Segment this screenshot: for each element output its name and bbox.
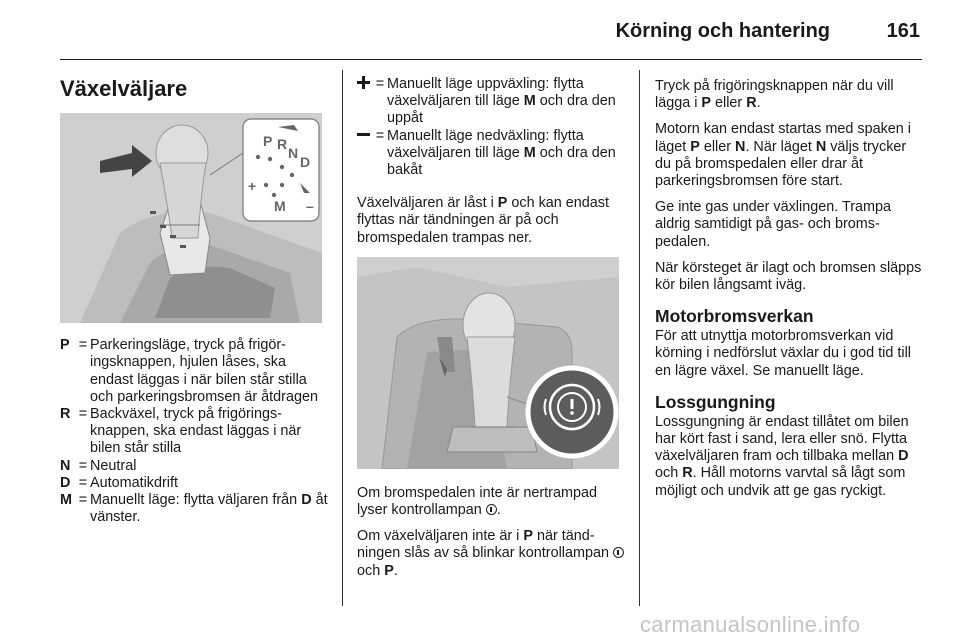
selector-label-r: R xyxy=(277,136,288,153)
position-term: M xyxy=(60,492,72,509)
plus-icon xyxy=(357,76,373,128)
text: och xyxy=(357,562,385,579)
engine-braking-paragraph: För att utnyttja motorbromsverkan vid körning i nedförslut växlar du i god tid till en lägre växel. Se manuellt läge. xyxy=(655,328,911,379)
shift-desc xyxy=(387,76,625,128)
text: och kan endast flyttas när tändningen är på och bromspedalen trampas ner. xyxy=(357,195,609,246)
bold-text: P xyxy=(690,138,700,155)
shift-desc xyxy=(387,128,625,180)
position-eq: = xyxy=(78,492,88,509)
desc-text: och dra den uppåt xyxy=(387,93,616,127)
position-desc: Neutral xyxy=(90,457,137,474)
text: . xyxy=(756,95,761,112)
gear-positions-list xyxy=(60,337,328,526)
text: Lossgungning är endast tillåtet om bilen har kört fast i sand, lera eller snö. Flytta växelväljaren fram och tillbaka mellan xyxy=(655,413,909,465)
column-divider-2 xyxy=(639,70,640,606)
creep-paragraph: När körsteget är ilagt och bromsen släpps kör bilen långsamt iväg. xyxy=(655,259,922,294)
text: Tryck på frigöringsknappen när du vill lägga i xyxy=(655,78,894,112)
rocking-heading: Lossgungning xyxy=(655,391,776,412)
gear-selector-illustration xyxy=(60,113,322,323)
text: Växelväljaren är låst i xyxy=(357,195,498,212)
gear-position-row-n xyxy=(60,458,328,475)
text: Om växelväljaren inte är i xyxy=(357,528,524,545)
bold-text: P xyxy=(384,562,394,579)
position-eq: = xyxy=(78,474,88,491)
position-desc xyxy=(90,492,328,526)
bold-text: P xyxy=(497,195,508,212)
selector-label-p: P xyxy=(263,133,273,150)
gear-position-row-m xyxy=(60,492,328,526)
position-term: N xyxy=(60,457,71,474)
text: . Håll motorns varvtal så lågt som möjligt och undvik att ge gas ryckigt. xyxy=(655,465,906,499)
text: . xyxy=(393,562,398,579)
release-button-paragraph xyxy=(655,78,923,112)
page-header xyxy=(60,18,922,48)
text: eller xyxy=(699,138,736,155)
shift-eq: = xyxy=(375,76,385,92)
position-desc: Automatikdrift xyxy=(90,474,178,491)
shift-mode-row-down xyxy=(357,128,625,180)
text: och xyxy=(655,465,683,482)
gear-selector-drawing xyxy=(60,113,322,323)
desc-text: Manuellt läge nedväxling: flytta växelväljaren till läge xyxy=(387,127,584,161)
gear-position-row-p xyxy=(60,337,328,406)
desc-text: Manuellt läge: flytta väljaren från xyxy=(90,492,302,509)
column-1 xyxy=(60,70,328,526)
column-divider-1 xyxy=(342,70,343,606)
position-eq: = xyxy=(78,457,88,474)
selector-label-m: M xyxy=(274,198,286,215)
rocking-paragraph xyxy=(655,414,923,500)
desc-text: Manuellt läge uppväxling: flytta växelväljaren till läge xyxy=(387,76,584,110)
bold-text: N xyxy=(735,138,746,155)
bold-text: D xyxy=(898,448,909,465)
selector-label-n: N xyxy=(288,145,299,162)
brake-lamp-illustration xyxy=(357,257,619,469)
gear-position-row-r xyxy=(60,406,328,458)
bold-text: R xyxy=(682,465,693,482)
desc-bold: M xyxy=(523,93,536,110)
desc-text: och dra den bakåt xyxy=(387,144,616,179)
section-title: Växelväljare xyxy=(60,76,188,101)
header-rule xyxy=(60,59,922,60)
position-desc: Parkeringsläge, tryck på frigöringsknappen, hjulen låses, ska endast läggas i när bilen står stilla och parkeringsbromsen är åtdragen xyxy=(90,337,318,405)
brake-warning-lamp-icon xyxy=(613,547,624,558)
position-term: P xyxy=(60,337,70,354)
position-eq: = xyxy=(78,406,88,423)
ignition-off-paragraph xyxy=(357,528,625,580)
selector-label-minus: – xyxy=(306,198,314,215)
desc-bold: D xyxy=(301,492,312,509)
brake-lamp-drawing xyxy=(357,257,619,469)
text: när tändningen slås av så blinkar kontrollampan xyxy=(357,528,613,562)
bold-text: P xyxy=(701,95,712,112)
bold-text: N xyxy=(815,138,827,155)
shift-eq: = xyxy=(375,127,385,144)
text: Motorn kan endast startas med spaken i läget xyxy=(655,121,911,155)
watermark: carmanualsonline.info xyxy=(640,612,861,637)
text: . xyxy=(496,502,501,519)
bold-text: R xyxy=(746,95,757,112)
desc-bold: M xyxy=(523,144,536,161)
gear-position-row-d xyxy=(60,475,328,492)
column-3 xyxy=(655,70,923,509)
shift-mode-row-up xyxy=(357,76,625,128)
brake-warning-lamp-icon xyxy=(486,504,497,515)
no-gas-paragraph: Ge inte gas under växlingen. Trampa aldrig samtidigt på gas- och bromspedalen. xyxy=(655,199,891,250)
selector-label-plus: + xyxy=(248,178,257,195)
shift-modes-list xyxy=(357,76,625,179)
text: Om bromspedalen inte är nertrampad lyser kontrollampan xyxy=(357,484,597,519)
desc-text: åt vänster. xyxy=(90,492,328,526)
text: väljs trycker du på bromspedalen eller drar åt parkeringsbromsen före start. xyxy=(655,138,907,190)
selector-label-d: D xyxy=(300,154,311,171)
header-title: Körning och hantering xyxy=(615,20,830,42)
column-2 xyxy=(357,70,625,589)
page-number: 161 xyxy=(886,20,920,42)
engine-braking-heading: Motorbromsverkan xyxy=(655,306,814,327)
position-desc: Backväxel, tryck på frigöringsknappen, ska endast läggas i när bilen står stilla xyxy=(90,406,302,457)
text: . När läget xyxy=(745,138,816,155)
brake-lamp-paragraph xyxy=(357,485,625,519)
locked-paragraph xyxy=(357,195,625,247)
minus-icon xyxy=(357,128,373,180)
text: eller xyxy=(711,95,747,112)
position-term: D xyxy=(60,474,71,491)
bold-text: P xyxy=(523,528,533,545)
position-eq: = xyxy=(78,337,88,354)
position-term: R xyxy=(60,406,71,423)
engine-start-paragraph xyxy=(655,121,923,190)
